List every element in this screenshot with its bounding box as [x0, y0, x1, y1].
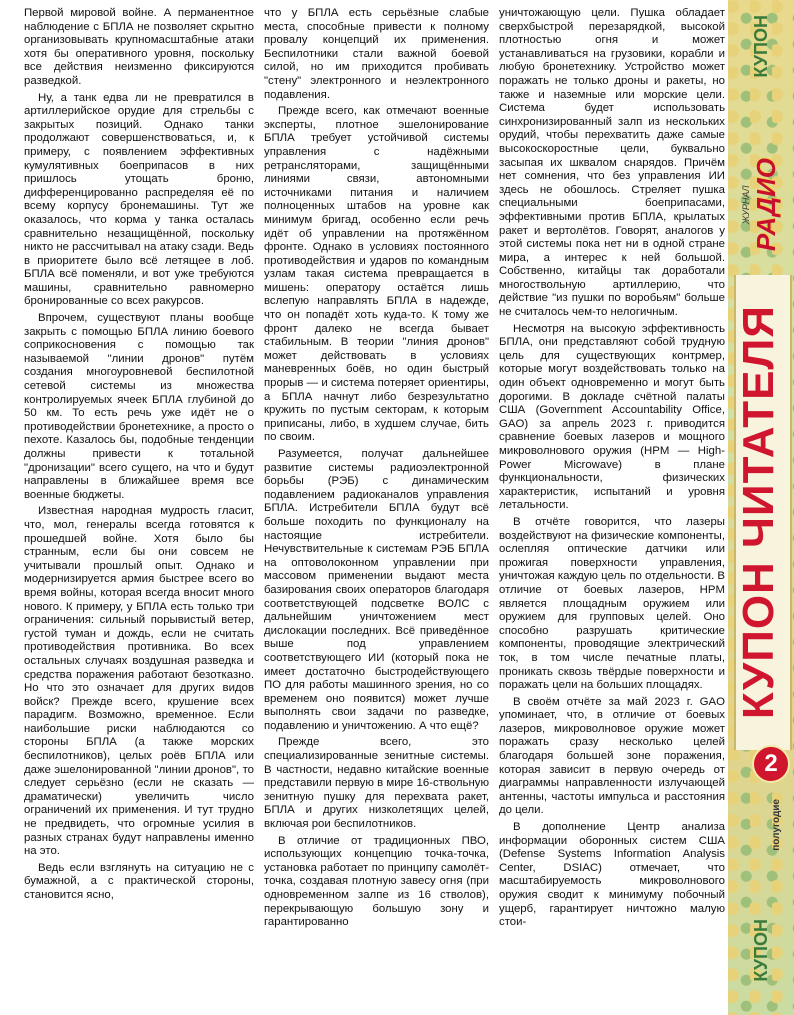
- paragraph: Ведь если взглянуть на ситуацию не с бумажной, а с практической стороны, становится ясно,: [24, 861, 254, 901]
- badge-number: 2: [764, 750, 778, 777]
- paragraph: Прежде всего, это специализированные зенитные системы. В частности, недавно китайские военные представили первую в мире 16-ствольную зенитную пушку для перехвата ракет, БПЛА и других низколетящих целей, включая рои беспилотников.: [264, 736, 489, 831]
- paragraph: уничтожающую цели. Пушка обладает сверхбыстрой перезарядкой, высокой плотностью огня и может устанавливаться на грузовики, корабли и любую бронетехнику. Устройство может поражать не только дроны и ракеты, но также и наземные или морские цели. Система будет использовать синхронизированный залп из нескольких орудий, чтобы перехватить даже самые высокоскоростные цели, буквально засыпая их шквалом снарядов. Причём нет сомнения, что без управления ИИ здесь не обошлось. Стреляет пушка специальными боеприпасами, эффективными против БПЛА, крылатых ракет и вертолётов. Говорят, аналогов у этой системы пока нет ни в одной стране мира, а интерес к ней большой. Собственно, китайцы так доработали многоствольную артиллерию, что действие "из пушки по воробьям" больше не считалось чем-то нелогичным.: [499, 7, 725, 319]
- paragraph: В дополнение Центр анализа информации оборонных систем США (Defense Systems Information Analysis Center, DSIAC) отмечает, что масштабируемость микроволнового оружия сводит к минимуму побочный ущерб, гарантирует ничтожно малую стои-: [499, 821, 725, 929]
- paragraph: В своём отчёте за май 2023 г. GAO упоминает, что, в отличие от боевых лазеров, микроволновое оружие может поражать сразу несколько целей благодаря большей зоне поражения, которая зависит в первую очередь от диаграммы направленности излучающей антенны, частоты импульса и расстояния до цели.: [499, 695, 725, 817]
- paragraph: Известная народная мудрость гласит, что, мол, генералы всегда готовятся к прошедшей войне. Хотя было бы странным, если бы они совсем не учитывали прошлый опыт. Однако и модернизируется армия быстрее всего во время войны, которая всегда вносит много нового. К примеру, у БПЛА есть только три ограничения: сильный порывистый ветер, густой туман и дождь, если не считать противодействия противника. Во всех остальных случаях воздушная разведка и средства поражения работают безотказно. Но что это означает для других видов войск? Прежде всего, крушение всех парадигм. Возможно, временное. Если наибольшие риски наблюдаются со стороны БПЛА (а также морских беспилотников), целых роёв БПЛА или даже эшелонированной "линии дронов", то следует серьёзно (если не сказать — драматически) увеличить число ограничений их применения. И тут трудно не предвидеть, что огромные усилия в разных странах будут направлены именно на это.: [24, 505, 254, 858]
- logo-big-text: РАДИО: [750, 158, 781, 252]
- badge-subtitle-text: полугодие: [770, 799, 782, 851]
- coupon-title: [730, 282, 788, 742]
- paragraph: Прежде всего, как отмечают военные эксперты, плотное эшелонирование БПЛА требует устойчивой системы управления с надёжными ретрансляторами, защищёнными линиями связи, автономными источниками питания и наличием полноценных штабов на уровне как минимум бригад, особенно если речь идёт об управлении на протяжённом фронте. Однако в условиях постоянного противодействия и ударов по командным узлам такая система превращается в мишень: оператору остаётся лишь вслепую направлять БПЛА в надежде, что он попадёт хоть куда-то. К тому же фронт далеко не всегда бывает стабильным. В теории "линия дронов" может действовать в условиях маневренных боёв, но один быстрый прорыв — и система потеряет ориентиры, а БПЛА начнут либо безрезультатно кружить по пустым секторам, к которым приписаны, либо, в худшем случае, бить по своим.: [264, 105, 489, 444]
- logo-small-text: ЖУРНАЛ: [740, 185, 751, 225]
- text-column-2: [264, 7, 489, 1012]
- paragraph: Первой мировой войне. А перманентное наблюдение с БПЛА не позволяет скрытно организовывать крупномасштабные атаки хотя бы оперативного уровня, поскольку все действия неизменно фиксируются разведкой.: [24, 7, 254, 87]
- coupon-top-label: [738, 6, 784, 86]
- paragraph: В отчёте говорится, что лазеры воздействуют на физические компоненты, ослепляя оптические датчики или прожигая поверхности управления, уничтожая каждую цель по отдельности. В отличие от боевых лазеров, HPM является площадным оружием или оружием для групповых целей. Оно способно разрушать критические компоненты, проводящие электрический ток, в том числе печатные платы, проникать сквозь твёрдые поверхности и поражать цели на больших площадях.: [499, 515, 725, 692]
- badge-subtitle: [766, 785, 786, 865]
- half-year-badge: [752, 745, 790, 783]
- paragraph: Ну, а танк едва ли не превратился в артиллерийское орудие для стрельбы с закрытых позиций. Однако танки продолжают совершенствоваться, и, к примеру, с появлением эффективных кумулятивных боеприпасов в них пришлось утощать броню, дифференцированно распределяя её по всему корпусу бронемашины. Тут же оказалось, что корма у танка осталась сравнительно незащищённой, поскольку никто не рассчитывал на атаку сзади. Ведь в приоритете было всё летящее в лоб. БПЛА всё поменяли, и вот уже требуются машины, сравнительно равномерно бронированные со всех ракурсов.: [24, 91, 254, 308]
- paragraph: Несмотря на высокую эффективность БПЛА, они представляют собой трудную цель для существующих контрмер, которые могут воздействовать только на один объект одновременно и могут быть дорогими. В докладе счётной палаты США (Government Accountability Office, GAO) за апрель 2023 г. приводится сравнение боевых лазеров и мощного микроволнового оружия (HPM — High-Power Microwave) в плане функциональности, физических характеристик, испытаний и уровня летальности.: [499, 322, 725, 512]
- text-column-1: [24, 7, 254, 1012]
- coupon-bottom-label: [738, 900, 784, 1000]
- coupon-title-text: КУПОН ЧИТАТЕЛЯ: [734, 304, 783, 720]
- coupon-bottom-text: КУПОН: [750, 918, 771, 982]
- text-column-3: [499, 7, 725, 1012]
- paragraph: В отличие от традиционных ПВО, использующих концепцию точка-точка, установка работает по принципу самолёт-точка, создавая плотную завесу огня (при одновременном залпе из 16 стволов), перекрывающую большую зону и гарантированно: [264, 834, 489, 929]
- reader-coupon-strip: [728, 0, 794, 1015]
- paragraph: что у БПЛА есть серьёзные слабые места, способные привести к полному провалу концепций их применения. Беспилотники стали важной боевой силой, но им приходится пробивать "стену" электронного и неэлектронного подавления.: [264, 7, 489, 101]
- coupon-top-text: КУПОН: [750, 14, 771, 78]
- radio-magazine-logo: [736, 150, 786, 260]
- paragraph: Впрочем, существуют планы вообще закрыть с помощью БПЛА линию боевого соприкосновения с помощью так называемой "линии дронов" путём создания многоуровневой беспилотной сетевой системы из множества контролируемых ячеек БПЛА глубиной до 50 км. То есть речь уже идёт не о противодействии бронетехнике, а просто о пехоте. Казалось бы, подобные тенденции должны привести к тотальной "дронизации" всего сущего, на что и будут направлены в ближайшее время все военные бюджеты.: [24, 312, 254, 501]
- paragraph: Разумеется, получат дальнейшее развитие системы радиоэлектронной борьбы (РЭБ) с динамическим подавлением радиоканалов управления БПЛА. Истребители БПЛА будут всё больше походить по функционалу на настоящие истребители. Нечувствительные к системам РЭБ БПЛА на оптоволоконном управлении при массовом применении выдают места базирования своих операторов благодаря соответствующей подсветке ВОЛС с дальнейшим уничтожением мест дислокации последних. Всё приведённое выше под управлением соответствующего ИИ (который пока не имеет достаточно быстродействующего ПО для работы машинного зрения, но со временем оно появится) может лучше выполнять свои задачи по разведке, подавлению и уничтожению. А что ещё?: [264, 448, 489, 732]
